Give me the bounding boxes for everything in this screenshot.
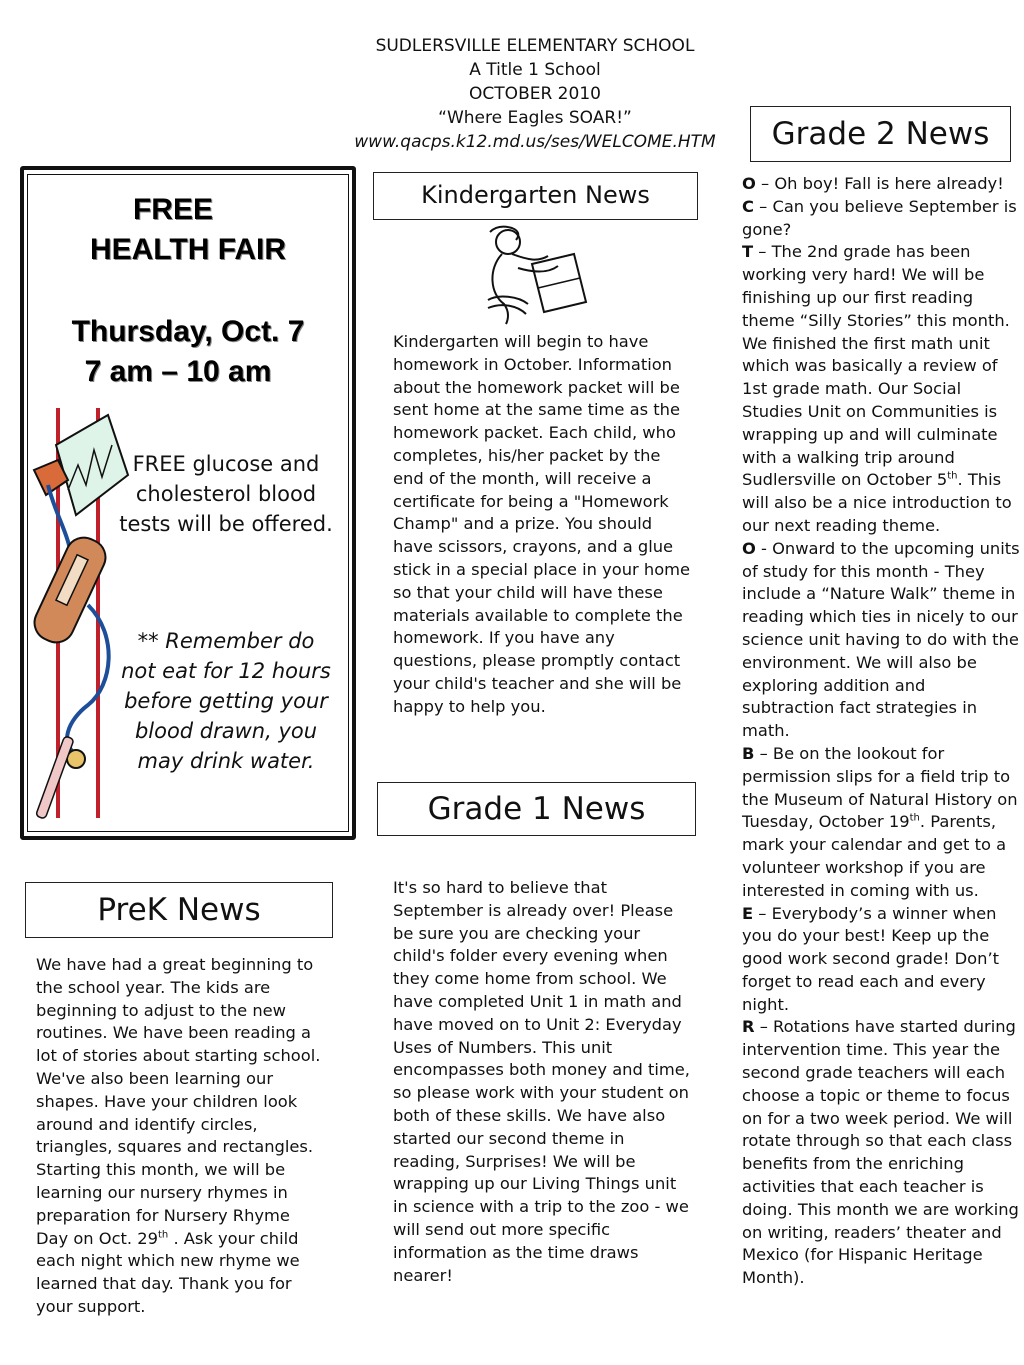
child-reading-book-icon bbox=[478, 224, 590, 326]
grade2-text-r: – Rotations have started during intervention time. This year the second grade teachers will each choose a topic or theme to focus on for a two week period. We will rotate through so that each class benefits from the enriching activities that each teacher is doing. This month we are working on writing, readers’ theater and Mexico (for Hispanic Heritage Month). bbox=[742, 1017, 1019, 1288]
grade2-letter-o2: O bbox=[742, 538, 756, 558]
grade2-item-t bbox=[742, 241, 1022, 537]
grade2-text-t: – The 2nd grade has been working very hard! We will be finishing up our first reading theme “Silly Stories” this month. We finished the first math unit which was basically a review of 1st grade math. Our Social Studies Unit on Communities is wrapping up and will culminate with a walking trip around Sudlersville on October 5 bbox=[742, 242, 1010, 490]
fair-free: FREE bbox=[132, 193, 213, 226]
grade2-news-title: Grade 2 News bbox=[750, 106, 1011, 162]
grade2-text-b: – Be on the lookout for permission slips for a field trip to the Museum of Natural History on Tuesday, October 19 bbox=[742, 743, 1018, 832]
newsletter-header bbox=[300, 34, 770, 154]
fair-note-stars: ** bbox=[137, 629, 159, 653]
grade1-news-body: It's so hard to believe that September is already over! Please be sure you are checking your child's folder every evening when they come home from school. We have completed Unit 1 in math and have moved on to Unit 2: Everyday Uses of Numbers. This unit encompasses both money and time, so please work with your student on both of these skills. We have also started our second theme in reading, Surprises! We will be wrapping up our Living Things unit in science with a trip to the zoo - we will send out more specific information as the time draws nearer! bbox=[393, 878, 690, 1285]
grade1-news-title: Grade 1 News bbox=[377, 782, 696, 836]
grade2-letter-o1: O bbox=[742, 174, 756, 193]
grade2-item-e bbox=[742, 903, 1022, 1017]
school-name: SUDLERSVILLE ELEMENTARY SCHOOL bbox=[375, 36, 695, 56]
prek-news-title: PreK News bbox=[25, 882, 333, 938]
prek-news-body bbox=[36, 954, 326, 1319]
kindergarten-news-title: Kindergarten News bbox=[373, 172, 698, 220]
newsletter-month: OCTOBER 2010 bbox=[469, 84, 601, 104]
grade2-sup-b: th bbox=[909, 812, 920, 824]
grade2-text-c: – Can you believe September is gone? bbox=[742, 196, 1017, 239]
grade2-letter-e: E bbox=[742, 903, 754, 923]
grade2-item-c bbox=[742, 196, 1022, 242]
grade2-letter-r: R bbox=[742, 1017, 755, 1037]
fair-date: Thursday, Oct. 7 bbox=[71, 315, 305, 348]
school-motto: “Where Eagles SOAR!” bbox=[438, 108, 632, 128]
stethoscope-clipboard-icon bbox=[28, 405, 132, 825]
grade2-sup-t: th bbox=[947, 470, 958, 482]
grade2-text-b-end: . Parents, mark your calendar and get to a volunteer workshop if you are interested in coming with us. bbox=[742, 812, 1007, 900]
prek-body-sup: th bbox=[158, 1229, 169, 1241]
grade2-item-b bbox=[742, 743, 1022, 903]
fair-reminder-note bbox=[118, 626, 334, 776]
fair-offer-text: FREE glucose and cholesterol blood tests will be offered. bbox=[119, 452, 333, 536]
grade2-text-o2: - Onward to the upcoming units of study for this month - They include a “Nature Walk” theme in reading which ties in nicely to our science unit having to do with the environment. We will also be exploring addition and subtraction fact strategies in math. bbox=[742, 538, 1020, 741]
grade2-letter-c: C bbox=[742, 196, 754, 216]
grade2-item-r bbox=[742, 1016, 1022, 1290]
fair-time: 7 am – 10 am bbox=[84, 355, 272, 388]
grade2-item-o2 bbox=[742, 538, 1022, 743]
health-fair-when bbox=[30, 312, 346, 392]
grade2-news-body bbox=[742, 173, 1022, 1290]
prek-body-text: We have had a great beginning to the school year. The kids are beginning to adjust to the new routines. We have been reading a lot of stories about starting school. We've also been learning our shapes. Have your children look around and identify circles, triangles, squares and rectangles. Starting this month, we will be learning our nursery rhymes in preparation for Nursery Rhyme Day on Oct. 29 bbox=[36, 955, 321, 1248]
fair-note-text: Remember do not eat for 12 hours before getting your blood drawn, you may drink water. bbox=[121, 629, 331, 773]
prek-body-text-end: . Ask your child each night which new rhyme we learned that day. Thank you for your support. bbox=[36, 1228, 300, 1316]
grade2-text-o1: – Oh boy! Fall is here already! bbox=[755, 174, 1004, 193]
health-fair-title bbox=[30, 190, 346, 270]
grade2-text-e: – Everybody’s a winner when you do your best! Keep up the good work second grade! Don’t forget to read each and every night. bbox=[742, 903, 1000, 1014]
school-url[interactable]: www.qacps.k12.md.us/ses/WELCOME.HTM bbox=[354, 132, 716, 152]
grade2-item-o1 bbox=[742, 173, 1022, 196]
grade2-letter-b: B bbox=[742, 743, 755, 763]
grade2-text-t-end: . This will also be a nice introduction to our next reading theme. bbox=[742, 470, 1012, 535]
school-subtitle: A Title 1 School bbox=[469, 60, 601, 80]
kindergarten-news-body: Kindergarten will begin to have homework in October. Information about the homework packet will be sent home at the same time as the homework packet. Each child, who completes, his/her packet by the end of the month, will receive a certificate for being a "Homework Champ" and a prize. You should have scissors, crayons, and a glue stick in a special place in your home so that your child will have these materials available to complete the homework. If you have any questions, please promptly contact your child's teacher and she will be happy to help you. bbox=[393, 332, 691, 716]
grade2-letter-t: T bbox=[742, 242, 754, 262]
fair-health-fair: HEALTH FAIR bbox=[89, 233, 287, 266]
